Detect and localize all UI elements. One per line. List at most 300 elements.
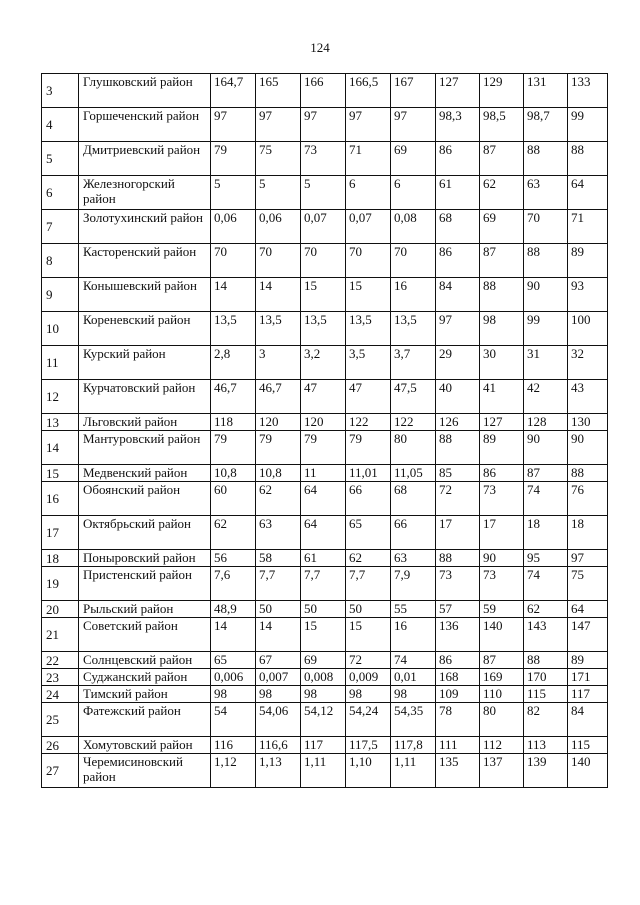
value-cell: 73	[480, 567, 524, 601]
value-cell: 16	[391, 618, 436, 652]
value-cell: 98	[301, 686, 346, 703]
value-cell: 89	[480, 431, 524, 465]
row-number: 14	[42, 431, 79, 465]
district-name: Курчатовский район	[79, 380, 211, 414]
row-number: 11	[42, 346, 79, 380]
value-cell: 87	[480, 652, 524, 669]
value-cell: 54,35	[391, 703, 436, 737]
value-cell: 79	[256, 431, 301, 465]
district-name: Горшеченский район	[79, 108, 211, 142]
value-cell: 111	[436, 737, 480, 754]
value-cell: 17	[436, 516, 480, 550]
value-cell: 98	[480, 312, 524, 346]
value-cell: 68	[391, 482, 436, 516]
row-number: 3	[42, 74, 79, 108]
value-cell: 169	[480, 669, 524, 686]
district-name: Суджанский район	[79, 669, 211, 686]
value-cell: 1,11	[391, 754, 436, 788]
value-cell: 89	[568, 652, 608, 669]
district-name: Солнцевский район	[79, 652, 211, 669]
value-cell: 120	[256, 414, 301, 431]
value-cell: 88	[524, 652, 568, 669]
value-cell: 84	[568, 703, 608, 737]
value-cell: 0,07	[301, 210, 346, 244]
value-cell: 117,8	[391, 737, 436, 754]
page-number: 124	[310, 40, 330, 55]
value-cell: 15	[301, 278, 346, 312]
row-number: 22	[42, 652, 79, 669]
table-row	[42, 550, 608, 567]
value-cell: 63	[256, 516, 301, 550]
value-cell: 117,5	[346, 737, 391, 754]
value-cell: 122	[346, 414, 391, 431]
row-number: 23	[42, 669, 79, 686]
value-cell: 73	[436, 567, 480, 601]
table-row	[42, 737, 608, 754]
value-cell: 98	[211, 686, 256, 703]
district-name: Поныровский район	[79, 550, 211, 567]
value-cell: 72	[436, 482, 480, 516]
value-cell: 167	[391, 74, 436, 108]
value-cell: 13,5	[256, 312, 301, 346]
value-cell: 3	[256, 346, 301, 380]
value-cell: 50	[301, 601, 346, 618]
value-cell: 88	[436, 550, 480, 567]
table-row	[42, 414, 608, 431]
row-number: 27	[42, 754, 79, 788]
value-cell: 18	[568, 516, 608, 550]
table-row	[42, 686, 608, 703]
value-cell: 88	[524, 142, 568, 176]
value-cell: 50	[256, 601, 301, 618]
value-cell: 58	[256, 550, 301, 567]
district-name: Дмитриевский район	[79, 142, 211, 176]
table-row	[42, 669, 608, 686]
value-cell: 1,11	[301, 754, 346, 788]
value-cell: 90	[524, 278, 568, 312]
value-cell: 75	[256, 142, 301, 176]
value-cell: 66	[346, 482, 391, 516]
value-cell: 54,24	[346, 703, 391, 737]
district-name: Железногорский район	[79, 176, 211, 210]
row-number: 24	[42, 686, 79, 703]
value-cell: 13,5	[391, 312, 436, 346]
table-row	[42, 278, 608, 312]
district-name: Конышевский район	[79, 278, 211, 312]
row-number: 4	[42, 108, 79, 142]
value-cell: 65	[346, 516, 391, 550]
district-name: Черемисиновский район	[79, 754, 211, 788]
value-cell: 6	[346, 176, 391, 210]
row-number: 19	[42, 567, 79, 601]
value-cell: 13,5	[211, 312, 256, 346]
value-cell: 71	[346, 142, 391, 176]
value-cell: 50	[346, 601, 391, 618]
value-cell: 70	[524, 210, 568, 244]
value-cell: 143	[524, 618, 568, 652]
value-cell: 88	[524, 244, 568, 278]
row-number: 20	[42, 601, 79, 618]
value-cell: 15	[346, 618, 391, 652]
value-cell: 62	[256, 482, 301, 516]
table-row	[42, 703, 608, 737]
value-cell: 95	[524, 550, 568, 567]
value-cell: 79	[211, 142, 256, 176]
value-cell: 100	[568, 312, 608, 346]
value-cell: 90	[568, 431, 608, 465]
value-cell: 0,006	[211, 669, 256, 686]
table-row	[42, 74, 608, 108]
table-row	[42, 380, 608, 414]
row-number: 21	[42, 618, 79, 652]
table-row	[42, 108, 608, 142]
district-name: Советский район	[79, 618, 211, 652]
value-cell: 135	[436, 754, 480, 788]
value-cell: 140	[480, 618, 524, 652]
value-cell: 60	[211, 482, 256, 516]
district-name: Льговский район	[79, 414, 211, 431]
value-cell: 84	[436, 278, 480, 312]
value-cell: 7,6	[211, 567, 256, 601]
value-cell: 70	[391, 244, 436, 278]
row-number: 5	[42, 142, 79, 176]
row-number: 18	[42, 550, 79, 567]
district-name: Золотухинский район	[79, 210, 211, 244]
value-cell: 10,8	[256, 465, 301, 482]
value-cell: 6	[391, 176, 436, 210]
value-cell: 97	[436, 312, 480, 346]
value-cell: 171	[568, 669, 608, 686]
value-cell: 97	[391, 108, 436, 142]
value-cell: 116,6	[256, 737, 301, 754]
row-number: 10	[42, 312, 79, 346]
value-cell: 97	[568, 550, 608, 567]
value-cell: 130	[568, 414, 608, 431]
value-cell: 54	[211, 703, 256, 737]
value-cell: 86	[436, 244, 480, 278]
value-cell: 63	[524, 176, 568, 210]
value-cell: 0,06	[211, 210, 256, 244]
value-cell: 10,8	[211, 465, 256, 482]
value-cell: 115	[524, 686, 568, 703]
value-cell: 0,08	[391, 210, 436, 244]
value-cell: 48,9	[211, 601, 256, 618]
value-cell: 66	[391, 516, 436, 550]
value-cell: 67	[256, 652, 301, 669]
district-name: Хомутовский район	[79, 737, 211, 754]
district-name: Медвенский район	[79, 465, 211, 482]
value-cell: 0,06	[256, 210, 301, 244]
value-cell: 41	[480, 380, 524, 414]
district-name: Пристенский район	[79, 567, 211, 601]
table-row	[42, 465, 608, 482]
row-number: 26	[42, 737, 79, 754]
value-cell: 7,9	[391, 567, 436, 601]
value-cell: 136	[436, 618, 480, 652]
value-cell: 15	[301, 618, 346, 652]
value-cell: 113	[524, 737, 568, 754]
value-cell: 57	[436, 601, 480, 618]
row-number: 12	[42, 380, 79, 414]
district-name: Обоянский район	[79, 482, 211, 516]
value-cell: 64	[301, 516, 346, 550]
value-cell: 74	[524, 567, 568, 601]
row-number: 17	[42, 516, 79, 550]
value-cell: 69	[480, 210, 524, 244]
value-cell: 98,3	[436, 108, 480, 142]
value-cell: 98,5	[480, 108, 524, 142]
value-cell: 61	[301, 550, 346, 567]
value-cell: 47	[301, 380, 346, 414]
row-number: 25	[42, 703, 79, 737]
value-cell: 88	[568, 142, 608, 176]
value-cell: 74	[391, 652, 436, 669]
value-cell: 98	[346, 686, 391, 703]
value-cell: 14	[256, 618, 301, 652]
table-row	[42, 210, 608, 244]
value-cell: 1,12	[211, 754, 256, 788]
value-cell: 7,7	[301, 567, 346, 601]
value-cell: 74	[524, 482, 568, 516]
value-cell: 85	[436, 465, 480, 482]
district-name: Октябрьский район	[79, 516, 211, 550]
value-cell: 63	[391, 550, 436, 567]
value-cell: 97	[301, 108, 346, 142]
value-cell: 118	[211, 414, 256, 431]
value-cell: 14	[211, 618, 256, 652]
value-cell: 86	[480, 465, 524, 482]
value-cell: 99	[568, 108, 608, 142]
row-number: 9	[42, 278, 79, 312]
value-cell: 140	[568, 754, 608, 788]
value-cell: 0,009	[346, 669, 391, 686]
value-cell: 47,5	[391, 380, 436, 414]
value-cell: 127	[480, 414, 524, 431]
table-row	[42, 312, 608, 346]
value-cell: 43	[568, 380, 608, 414]
value-cell: 147	[568, 618, 608, 652]
value-cell: 14	[211, 278, 256, 312]
value-cell: 79	[301, 431, 346, 465]
district-table	[41, 73, 608, 788]
value-cell: 133	[568, 74, 608, 108]
row-number: 13	[42, 414, 79, 431]
value-cell: 14	[256, 278, 301, 312]
value-cell: 120	[301, 414, 346, 431]
value-cell: 46,7	[256, 380, 301, 414]
value-cell: 86	[436, 652, 480, 669]
value-cell: 62	[480, 176, 524, 210]
value-cell: 73	[480, 482, 524, 516]
value-cell: 56	[211, 550, 256, 567]
value-cell: 82	[524, 703, 568, 737]
value-cell: 97	[211, 108, 256, 142]
table-row	[42, 142, 608, 176]
value-cell: 5	[211, 176, 256, 210]
value-cell: 13,5	[301, 312, 346, 346]
table-row	[42, 601, 608, 618]
value-cell: 17	[480, 516, 524, 550]
value-cell: 164,7	[211, 74, 256, 108]
value-cell: 126	[436, 414, 480, 431]
value-cell: 13,5	[346, 312, 391, 346]
district-name: Тимский район	[79, 686, 211, 703]
value-cell: 54,06	[256, 703, 301, 737]
value-cell: 80	[480, 703, 524, 737]
value-cell: 88	[568, 465, 608, 482]
value-cell: 5	[301, 176, 346, 210]
value-cell: 87	[480, 244, 524, 278]
table-row	[42, 754, 608, 788]
value-cell: 99	[524, 312, 568, 346]
value-cell: 11,01	[346, 465, 391, 482]
table-row	[42, 244, 608, 278]
row-number: 7	[42, 210, 79, 244]
value-cell: 61	[436, 176, 480, 210]
district-name: Рыльский район	[79, 601, 211, 618]
value-cell: 139	[524, 754, 568, 788]
value-cell: 117	[568, 686, 608, 703]
table-row	[42, 516, 608, 550]
district-name: Глушковский район	[79, 74, 211, 108]
table-row	[42, 652, 608, 669]
value-cell: 70	[346, 244, 391, 278]
value-cell: 3,5	[346, 346, 391, 380]
value-cell: 40	[436, 380, 480, 414]
value-cell: 5	[256, 176, 301, 210]
value-cell: 87	[480, 142, 524, 176]
value-cell: 137	[480, 754, 524, 788]
value-cell: 1,10	[346, 754, 391, 788]
value-cell: 65	[211, 652, 256, 669]
value-cell: 16	[391, 278, 436, 312]
value-cell: 55	[391, 601, 436, 618]
value-cell: 129	[480, 74, 524, 108]
value-cell: 73	[301, 142, 346, 176]
value-cell: 90	[524, 431, 568, 465]
table-row	[42, 618, 608, 652]
value-cell: 165	[256, 74, 301, 108]
value-cell: 69	[391, 142, 436, 176]
value-cell: 166,5	[346, 74, 391, 108]
value-cell: 11,05	[391, 465, 436, 482]
row-number: 6	[42, 176, 79, 210]
district-name: Касторенский район	[79, 244, 211, 278]
value-cell: 170	[524, 669, 568, 686]
value-cell: 72	[346, 652, 391, 669]
value-cell: 47	[346, 380, 391, 414]
value-cell: 115	[568, 737, 608, 754]
district-name: Курский район	[79, 346, 211, 380]
value-cell: 80	[391, 431, 436, 465]
row-number: 16	[42, 482, 79, 516]
value-cell: 97	[346, 108, 391, 142]
value-cell: 68	[436, 210, 480, 244]
district-name: Мантуровский район	[79, 431, 211, 465]
district-name: Фатежский район	[79, 703, 211, 737]
value-cell: 62	[346, 550, 391, 567]
table-row	[42, 176, 608, 210]
value-cell: 0,007	[256, 669, 301, 686]
value-cell: 79	[211, 431, 256, 465]
value-cell: 2,8	[211, 346, 256, 380]
value-cell: 69	[301, 652, 346, 669]
district-name: Кореневский район	[79, 312, 211, 346]
value-cell: 117	[301, 737, 346, 754]
value-cell: 29	[436, 346, 480, 380]
value-cell: 166	[301, 74, 346, 108]
value-cell: 97	[256, 108, 301, 142]
value-cell: 87	[524, 465, 568, 482]
value-cell: 59	[480, 601, 524, 618]
value-cell: 64	[301, 482, 346, 516]
value-cell: 0,07	[346, 210, 391, 244]
value-cell: 3,7	[391, 346, 436, 380]
value-cell: 42	[524, 380, 568, 414]
value-cell: 88	[480, 278, 524, 312]
value-cell: 54,12	[301, 703, 346, 737]
table-body	[42, 74, 608, 788]
value-cell: 110	[480, 686, 524, 703]
value-cell: 131	[524, 74, 568, 108]
value-cell: 89	[568, 244, 608, 278]
value-cell: 15	[346, 278, 391, 312]
value-cell: 127	[436, 74, 480, 108]
row-number: 8	[42, 244, 79, 278]
value-cell: 0,008	[301, 669, 346, 686]
value-cell: 7,7	[256, 567, 301, 601]
value-cell: 98,7	[524, 108, 568, 142]
value-cell: 75	[568, 567, 608, 601]
value-cell: 79	[346, 431, 391, 465]
value-cell: 88	[436, 431, 480, 465]
value-cell: 64	[568, 601, 608, 618]
value-cell: 86	[436, 142, 480, 176]
row-number: 15	[42, 465, 79, 482]
value-cell: 46,7	[211, 380, 256, 414]
value-cell: 11	[301, 465, 346, 482]
table-row	[42, 346, 608, 380]
value-cell: 90	[480, 550, 524, 567]
value-cell: 62	[524, 601, 568, 618]
value-cell: 62	[211, 516, 256, 550]
value-cell: 70	[301, 244, 346, 278]
value-cell: 64	[568, 176, 608, 210]
value-cell: 70	[256, 244, 301, 278]
value-cell: 122	[391, 414, 436, 431]
value-cell: 112	[480, 737, 524, 754]
value-cell: 31	[524, 346, 568, 380]
value-cell: 30	[480, 346, 524, 380]
value-cell: 98	[256, 686, 301, 703]
value-cell: 98	[391, 686, 436, 703]
table-row	[42, 431, 608, 465]
value-cell: 3,2	[301, 346, 346, 380]
value-cell: 76	[568, 482, 608, 516]
table-row	[42, 567, 608, 601]
value-cell: 116	[211, 737, 256, 754]
value-cell: 18	[524, 516, 568, 550]
value-cell: 1,13	[256, 754, 301, 788]
value-cell: 168	[436, 669, 480, 686]
value-cell: 70	[211, 244, 256, 278]
value-cell: 128	[524, 414, 568, 431]
value-cell: 78	[436, 703, 480, 737]
value-cell: 0,01	[391, 669, 436, 686]
value-cell: 7,7	[346, 567, 391, 601]
value-cell: 71	[568, 210, 608, 244]
value-cell: 93	[568, 278, 608, 312]
